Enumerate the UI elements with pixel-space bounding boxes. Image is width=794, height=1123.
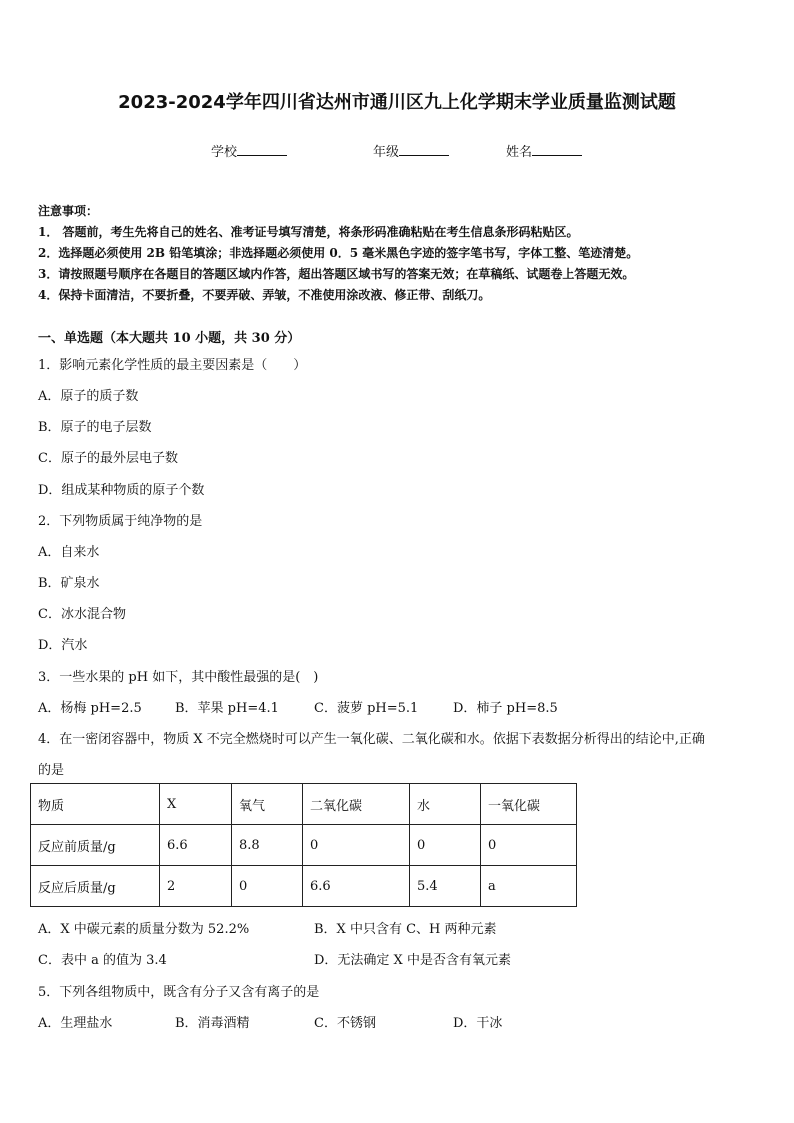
table-header-cell: 物质: [31, 784, 160, 825]
question-4-option-b: B．X 中只含有 C、H 两种元素: [314, 922, 497, 937]
table-cell: 5.4: [410, 866, 481, 907]
table-cell: 反应后质量/g: [31, 866, 160, 907]
table-header-cell: 氧气: [232, 784, 303, 825]
question-5-option-a: A．生理盐水: [38, 1016, 113, 1031]
table-cell: a: [481, 866, 577, 907]
question-5-stem: 5．下列各组物质中，既含有分子又含有离子的是: [38, 985, 320, 1000]
question-4-option-a: A．X 中碳元素的质量分数为 52.2%: [38, 922, 250, 937]
table-cell: 2: [160, 866, 232, 907]
grade-label: 年级: [373, 145, 400, 160]
table-cell: 0: [410, 825, 481, 866]
question-2-option-a: A．自来水: [38, 545, 100, 560]
table-header-cell: X: [160, 784, 232, 825]
question-2-option-d: D．汽水: [38, 638, 88, 653]
notice-item: 2．选择题必须使用 2B 铅笔填涂；非选择题必须使用 0．5 毫米黑色字迹的签字笔书写，字体工整、笔迹清楚。: [38, 246, 639, 260]
table-cell: 0: [232, 866, 303, 907]
grade-blank: [399, 143, 449, 156]
table-cell: 0: [303, 825, 410, 866]
question-5-option-d: D．干冰: [453, 1016, 503, 1031]
table-row: [31, 825, 577, 866]
notice-item: 1． 答题前，考生先将自己的姓名、准考证号填写清楚，将条形码准确粘贴在考生信息条形码粘贴区。: [38, 225, 579, 239]
name-field: [506, 141, 582, 160]
question-1-option-b: B．原子的电子层数: [38, 420, 152, 435]
grade-field: [373, 141, 449, 160]
table-header-cell: 水: [410, 784, 481, 825]
table-header-row: [31, 784, 577, 825]
question-3-option-c: C．菠萝 pH=5.1: [314, 701, 419, 716]
question-1-option-d: D．组成某种物质的原子个数: [38, 483, 205, 498]
table-cell: 反应前质量/g: [31, 825, 160, 866]
question-3-stem: 3．一些水果的 pH 如下，其中酸性最强的是( ): [38, 670, 319, 685]
table-row: [31, 866, 577, 907]
table-header-cell: 一氧化碳: [481, 784, 577, 825]
question-5-option-b: B．消毒酒精: [175, 1016, 250, 1031]
section-heading: 一、单选题（本大题共 10 小题，共 30 分）: [38, 331, 301, 346]
name-blank: [532, 143, 582, 156]
question-2-option-b: B．矿泉水: [38, 576, 100, 591]
question-3-option-b: B．苹果 pH=4.1: [175, 701, 279, 716]
school-field: [211, 141, 287, 160]
question-2-stem: 2．下列物质属于纯净物的是: [38, 514, 203, 529]
question-1-stem: 1．影响元素化学性质的最主要因素是（ ）: [38, 358, 307, 373]
table-cell: 6.6: [303, 866, 410, 907]
question-4-stem: 4．在一密闭容器中，物质 X 不完全燃烧时可以产生一氧化碳、二氧化碳和水。依据下表数据分析得出的结论中,正确: [38, 732, 705, 747]
notice-heading: 注意事项：: [38, 204, 99, 218]
data-table: [30, 783, 577, 907]
question-3-option-a: A．杨梅 pH=2.5: [38, 701, 142, 716]
question-1-option-c: C．原子的最外层电子数: [38, 451, 178, 466]
question-4-stem-continued: 的是: [38, 763, 65, 778]
question-3-option-d: D．柿子 pH=8.5: [453, 701, 558, 716]
question-2-option-c: C．冰水混合物: [38, 607, 126, 622]
notice-item: 3．请按照题号顺序在各题目的答题区域内作答，超出答题区域书写的答案无效；在草稿纸、试题卷上答题无效。: [38, 267, 635, 281]
school-blank: [237, 143, 287, 156]
notice-item: 4．保持卡面清洁，不要折叠，不要弄破、弄皱，不准使用涂改液、修正带、刮纸刀。: [38, 288, 491, 302]
question-4-option-d: D．无法确定 X 中是否含有氧元素: [314, 953, 511, 968]
school-label: 学校: [211, 145, 238, 160]
table-header-cell: 二氧化碳: [303, 784, 410, 825]
name-label: 姓名: [506, 145, 533, 160]
table-cell: 0: [481, 825, 577, 866]
question-4-option-c: C．表中 a 的值为 3.4: [38, 953, 167, 968]
table-cell: 8.8: [232, 825, 303, 866]
question-5-option-c: C．不锈钢: [314, 1016, 376, 1031]
question-1-option-a: A．原子的质子数: [38, 389, 139, 404]
page-title: 2023-2024学年四川省达州市通川区九上化学期末学业质量监测试题: [118, 92, 676, 113]
table-cell: 6.6: [160, 825, 232, 866]
